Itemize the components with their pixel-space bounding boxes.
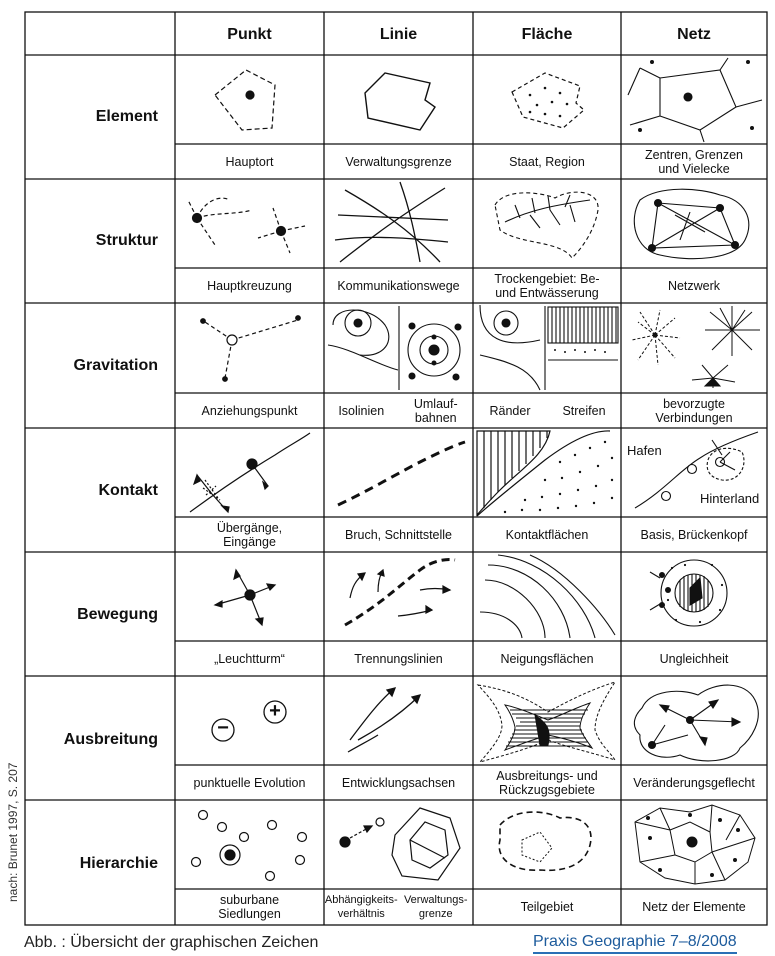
caption-struktur-3: Netzwerk [667, 278, 721, 293]
symbol-ausbreitung-netz [634, 685, 758, 761]
symbol-element-linie [365, 73, 435, 130]
symbol-kontakt-punkt [190, 433, 310, 512]
caption-hierarchie-2: Teilgebiet [520, 899, 574, 914]
caption-gravitation-2-0: Ränder [489, 403, 531, 418]
caption-element-2: Staat, Region [509, 154, 585, 169]
label-hinterland: Hinterland [700, 491, 760, 506]
symbol-bewegung-punkt [215, 570, 275, 625]
column-header-netz: Netz [677, 26, 711, 43]
caption-bewegung-1: Trennungslinien [354, 651, 443, 666]
caption-kontakt-3: Basis, Brückenkopf [640, 527, 748, 542]
caption-ausbreitung-0: punktuelle Evolution [193, 775, 306, 790]
caption-gravitation-1-1: Umlauf- bahnen [413, 396, 458, 425]
caption-gravitation-1-0: Isolinien [338, 403, 385, 418]
caption-kontakt-2: Kontaktflächen [505, 527, 589, 542]
row-label-gravitation: Gravitation [73, 357, 158, 374]
symbol-bewegung-linie [345, 559, 455, 625]
symbol-bewegung-flaeche [480, 555, 615, 638]
caption-struktur-2: Trockengebiet: Be- und Entwässerung [494, 271, 600, 300]
caption-bewegung-2: Neigungsflächen [500, 651, 594, 666]
row-label-hierarchie: Hierarchie [79, 855, 158, 872]
symbol-struktur-punkt [188, 198, 305, 253]
caption-struktur-1: Kommunikationswege [337, 278, 460, 293]
column-header-linie: Linie [379, 26, 418, 43]
caption-ausbreitung-1: Entwicklungsachsen [341, 775, 456, 790]
caption-element-1: Verwaltungsgrenze [345, 154, 452, 169]
row-label-ausbreitung: Ausbreitung [63, 731, 158, 748]
symbol-struktur-netz [634, 189, 749, 258]
symbol-ausbreitung-flaeche [478, 682, 615, 762]
row-label-bewegung: Bewegung [77, 606, 158, 623]
caption-hierarchie-3: Netz der Elemente [642, 899, 746, 914]
row-label-struktur: Struktur [95, 232, 158, 249]
caption-gravitation-0: Anziehungspunkt [201, 403, 298, 418]
symbol-hierarchie-netz [635, 805, 755, 884]
symbol-kontakt-linie [338, 442, 465, 505]
row-label-kontakt: Kontakt [98, 482, 158, 499]
symbol-hierarchie-punkt [192, 811, 307, 881]
caption-struktur-0: Hauptkreuzung [207, 278, 292, 293]
column-header-flaeche: Fläche [521, 26, 573, 43]
symbol-struktur-linie [335, 182, 448, 262]
row-label-element: Element [95, 108, 158, 125]
credit-note: nach: Brunet 1997, S. 207 [6, 762, 20, 902]
symbol-gravitation-netz [632, 306, 760, 388]
label-plus: + [269, 700, 281, 722]
symbol-ausbreitung-linie [348, 688, 420, 752]
caption-gravitation-2-1: Streifen [562, 403, 606, 418]
caption-kontakt-1: Bruch, Schnittstelle [345, 527, 452, 542]
symbol-hierarchie-flaeche [499, 812, 591, 870]
caption-ausbreitung-2: Ausbreitungs- und Rückzugsgebiete [496, 768, 598, 797]
caption-element-3: Zentren, Grenzen und Vielecke [645, 147, 743, 176]
symbol-gravitation-linie [328, 306, 461, 390]
caption-hierarchie-0: suburbane Siedlungen [218, 892, 281, 921]
caption-hierarchie-1-1: Verwaltungs- grenze [403, 893, 468, 920]
symbol-struktur-flaeche [495, 192, 598, 258]
caption-bewegung-0: „Leuchtturm“ [214, 651, 285, 666]
caption-kontakt-0: Übergänge, Eingänge [216, 520, 283, 549]
caption-element-0: Hauptort [225, 154, 274, 169]
symbol-element-punkt [215, 70, 275, 130]
caption-bewegung-3: Ungleichheit [659, 651, 729, 666]
symbol-gravitation-flaeche [480, 305, 618, 390]
symbol-element-netz [628, 58, 762, 142]
caption-ausbreitung-3: Veränderungsgeflecht [633, 775, 755, 790]
column-header-punkt: Punkt [227, 26, 272, 43]
symbol-bewegung-netz [650, 560, 727, 626]
caption-gravitation-3: bevorzugte Verbindungen [655, 396, 733, 425]
symbol-hierarchie-linie [340, 808, 460, 880]
figure-caption: Abb. : Übersicht der graphischen Zeichen [24, 934, 319, 951]
label-hafen: Hafen [627, 443, 662, 458]
symbol-element-flaeche [512, 73, 584, 128]
source-reference: Praxis Geographie 7–8/2008 [533, 933, 737, 954]
label-minus: − [217, 717, 229, 739]
symbol-gravitation-punkt [201, 316, 301, 382]
symbol-kontakt-flaeche [477, 431, 613, 516]
caption-hierarchie-1-0: Abhängigkeits- verhältnis [324, 893, 398, 920]
